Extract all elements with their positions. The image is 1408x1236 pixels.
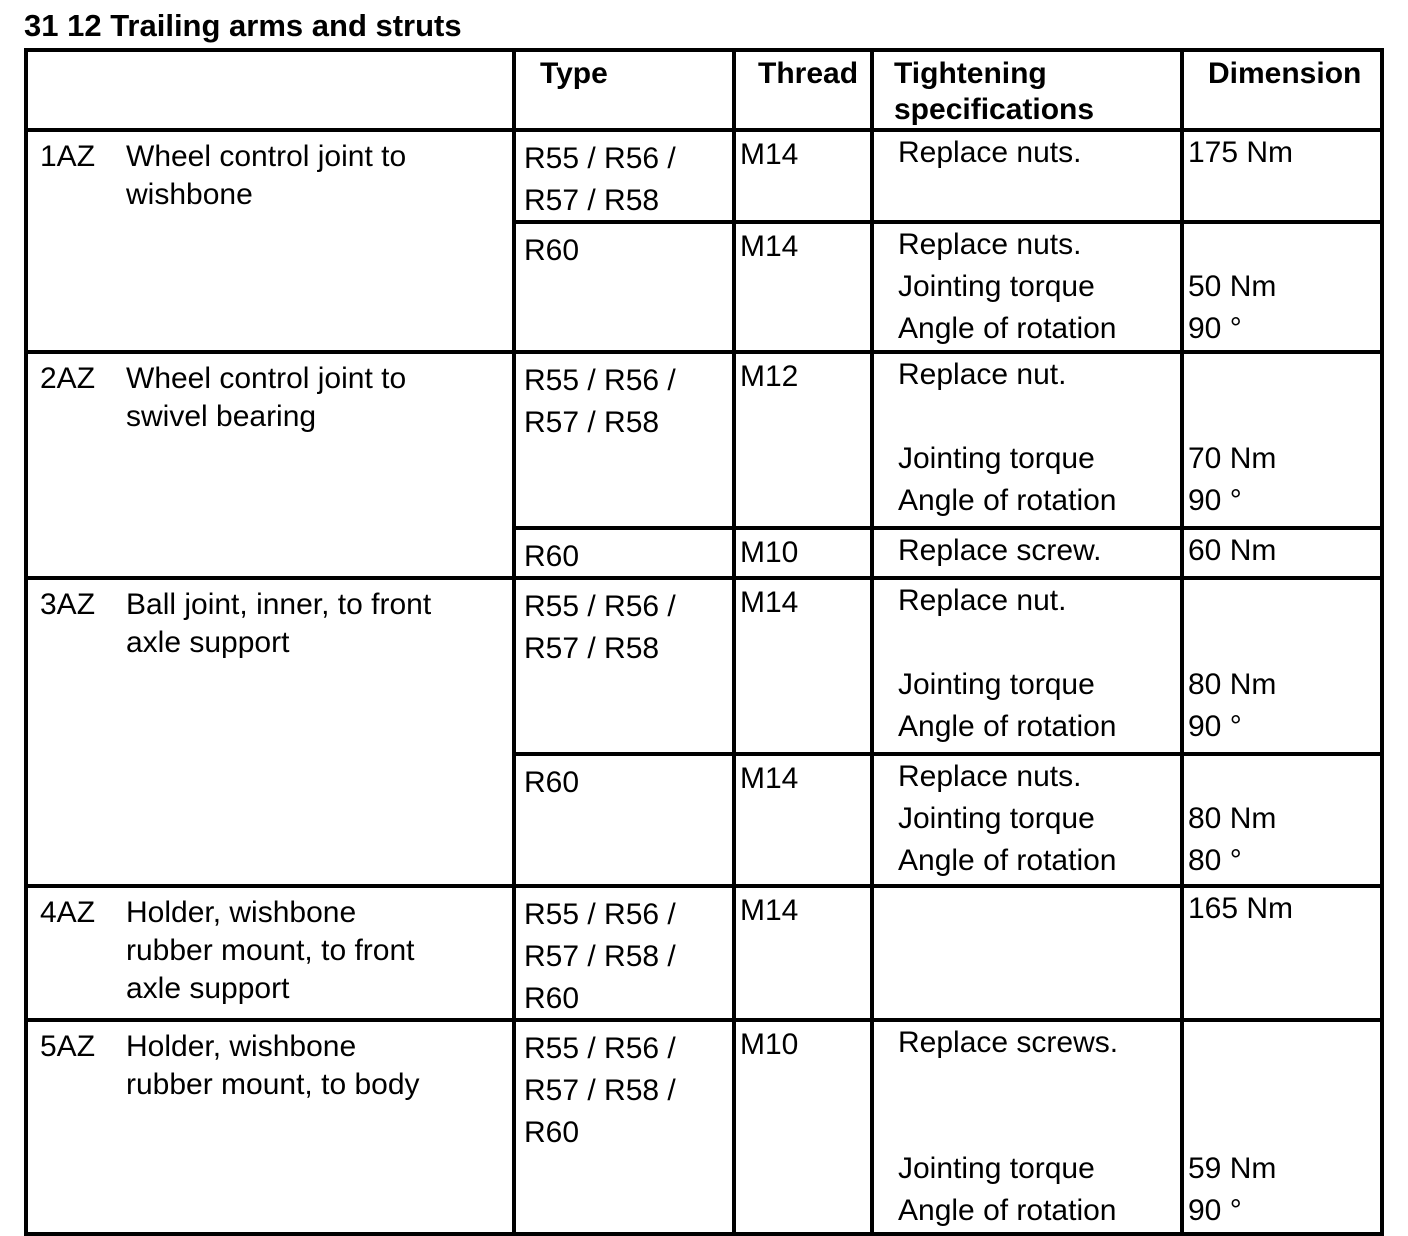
component-cell: [26, 352, 514, 578]
tightening-spec-cell: Replace nuts. Jointing torque Angle of rotation: [872, 222, 1182, 352]
page-title: 31 12 Trailing arms and struts: [24, 8, 462, 43]
dimension-cell: 50 Nm 90 °: [1182, 222, 1382, 352]
component-code: 1AZ: [40, 140, 96, 173]
tightening-spec-cell: Replace screw.: [872, 528, 1182, 578]
tightening-spec-cell: Replace screws. Jointing torque Angle of rotation: [872, 1020, 1182, 1234]
component-code: 5AZ: [40, 1030, 96, 1063]
type-cell: R60: [514, 528, 734, 578]
component-cell: [26, 1020, 514, 1234]
type-cell: R55 / R56 / R57 / R58: [514, 130, 734, 222]
component-cell: [26, 578, 514, 886]
header-dimension: Dimension: [1182, 50, 1382, 130]
type-cell: R55 / R56 / R57 / R58 / R60: [514, 886, 734, 1020]
thread-cell: M14: [734, 754, 872, 886]
component-description: Holder, wishbone rubber mount, to front axle support: [126, 896, 415, 1005]
tightening-spec-cell: [872, 886, 1182, 1020]
type-cell: R60: [514, 222, 734, 352]
header-blank: [26, 50, 514, 130]
component-code: 4AZ: [40, 896, 96, 929]
table-row: [26, 130, 1382, 222]
component-cell: [26, 886, 514, 1020]
table-row: [26, 352, 1382, 528]
dimension-cell: 80 Nm 90 °: [1182, 578, 1382, 754]
thread-cell: M14: [734, 130, 872, 222]
tightening-spec-cell: Replace nut. Jointing torque Angle of rotation: [872, 578, 1182, 754]
type-cell: R55 / R56 / R57 / R58: [514, 352, 734, 528]
component-cell: [26, 130, 514, 352]
type-cell: R60: [514, 754, 734, 886]
dimension-cell: 70 Nm 90 °: [1182, 352, 1382, 528]
type-cell: R55 / R56 / R57 / R58: [514, 578, 734, 754]
table-row: [26, 1020, 1382, 1234]
thread-cell: M12: [734, 352, 872, 528]
component-description: Wheel control joint to swivel bearing: [126, 362, 407, 433]
table-row: [26, 578, 1382, 754]
tightening-spec-cell: Replace nuts. Jointing torque Angle of rotation: [872, 754, 1182, 886]
header-tightening: Tightening specifications: [872, 50, 1182, 130]
thread-cell: M14: [734, 886, 872, 1020]
tightening-spec-cell: Replace nuts.: [872, 130, 1182, 222]
header-row: [26, 50, 1382, 130]
component-code: 2AZ: [40, 362, 96, 395]
table-row: [26, 886, 1382, 1020]
tightening-spec-cell: Replace nut. Jointing torque Angle of rotation: [872, 352, 1182, 528]
thread-cell: M14: [734, 578, 872, 754]
dimension-cell: 165 Nm: [1182, 886, 1382, 1020]
type-cell: R55 / R56 / R57 / R58 / R60: [514, 1020, 734, 1234]
component-description: Ball joint, inner, to front axle support: [126, 588, 432, 659]
component-code: 3AZ: [40, 588, 96, 621]
component-description: Wheel control joint to wishbone: [126, 140, 407, 211]
dimension-cell: 80 Nm 80 °: [1182, 754, 1382, 886]
thread-cell: M10: [734, 528, 872, 578]
dimension-cell: 59 Nm 90 °: [1182, 1020, 1382, 1234]
dimension-cell: 175 Nm: [1182, 130, 1382, 222]
header-type: Type: [514, 50, 734, 130]
dimension-cell: 60 Nm: [1182, 528, 1382, 578]
thread-cell: M14: [734, 222, 872, 352]
thread-cell: M10: [734, 1020, 872, 1234]
torque-spec-table: [24, 48, 1384, 1236]
header-thread: Thread: [734, 50, 872, 130]
component-description: Holder, wishbone rubber mount, to body: [126, 1030, 420, 1101]
